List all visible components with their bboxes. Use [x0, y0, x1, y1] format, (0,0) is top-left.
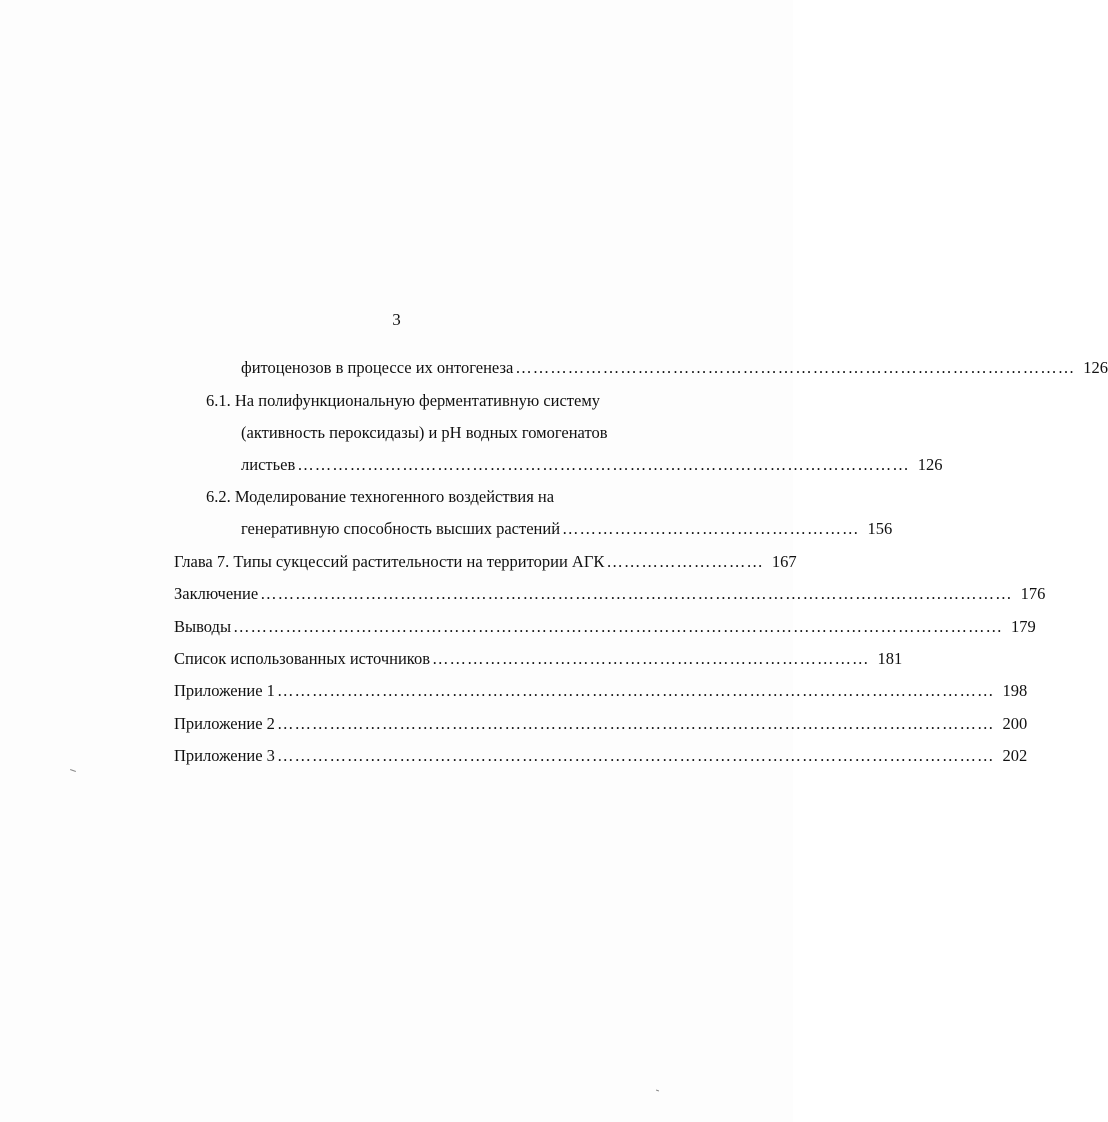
toc-entry: [241, 358, 1108, 378]
toc-leader-dots: ……………………………………………: [562, 519, 860, 538]
toc-entry: [174, 552, 797, 572]
toc-entry: [174, 746, 1028, 766]
toc-entry-title: Приложение 3: [174, 746, 275, 765]
toc-entry-page: 181: [877, 649, 903, 668]
toc-entry: [174, 584, 1046, 604]
toc-leader-dots: ……………………………………………………………………………………………………………: [276, 681, 995, 700]
toc-entry-page: 198: [1002, 681, 1028, 700]
toc-leader-dots: ……………………………………………………………………………………………: [297, 455, 910, 474]
toc-entry: [206, 391, 600, 411]
toc-entry-page: 126: [1083, 358, 1108, 377]
toc-entry-page: 176: [1020, 584, 1046, 603]
toc-entry: [174, 714, 1028, 734]
toc-entry-title: 6.1. На полифункциональную ферментативную систему: [206, 391, 601, 410]
page-number: 3: [392, 310, 401, 329]
toc-entry-page: 126: [917, 455, 943, 474]
toc-leader-dots: ……………………………………………………………………………………………………………………: [233, 617, 1004, 636]
toc-entry-page: 200: [1002, 714, 1028, 733]
toc-entry: [241, 519, 893, 539]
toc-leader-dots: ……………………………………………………………………………………: [515, 358, 1076, 377]
toc-entry-page: 202: [1002, 746, 1028, 765]
toc-leader-dots: ……………………………………………………………………………………………………………: [276, 746, 995, 765]
toc-entry-title: генеративную способность высших растений: [241, 519, 561, 538]
toc-entry-title: (активность пероксидазы) и pH водных гомогенатов: [241, 423, 608, 442]
toc-entry-title: Заключение: [174, 584, 259, 603]
toc-entry-page: 156: [867, 519, 893, 538]
toc-entry: [206, 487, 554, 507]
toc-entry-title: фитоценозов в процессе их онтогенеза: [241, 358, 514, 377]
toc-entry-page: 179: [1011, 617, 1036, 636]
toc-entry-title: 6.2. Моделирование техногенного воздействия на: [206, 487, 555, 506]
toc-leader-dots: ……………………………………………………………………………………………………………: [276, 714, 995, 733]
toc-entry: [174, 681, 1028, 701]
toc-entry-title: Приложение 1: [174, 681, 275, 700]
toc-entry-continuation: [241, 423, 607, 443]
toc-leader-dots: …………………………………………………………………………………………………………………: [260, 584, 1013, 603]
toc-entry: [174, 649, 903, 669]
toc-entry-title: листьев: [241, 455, 296, 474]
toc-entry-title: Глава 7. Типы сукцессий растительности на территории АГК: [174, 552, 605, 571]
toc-entry: [174, 617, 1036, 637]
toc-entry: [241, 455, 943, 475]
scan-speck: [70, 769, 76, 772]
toc-leader-dots: ………………………: [606, 552, 764, 571]
toc-entry-title: Выводы: [174, 617, 232, 636]
scan-speck: [656, 1090, 659, 1092]
toc-entry-title: Список использованных источников: [174, 649, 430, 668]
toc-leader-dots: …………………………………………………………………: [432, 649, 870, 668]
toc-entry-page: 167: [771, 552, 797, 571]
toc-entry-title: Приложение 2: [174, 714, 275, 733]
